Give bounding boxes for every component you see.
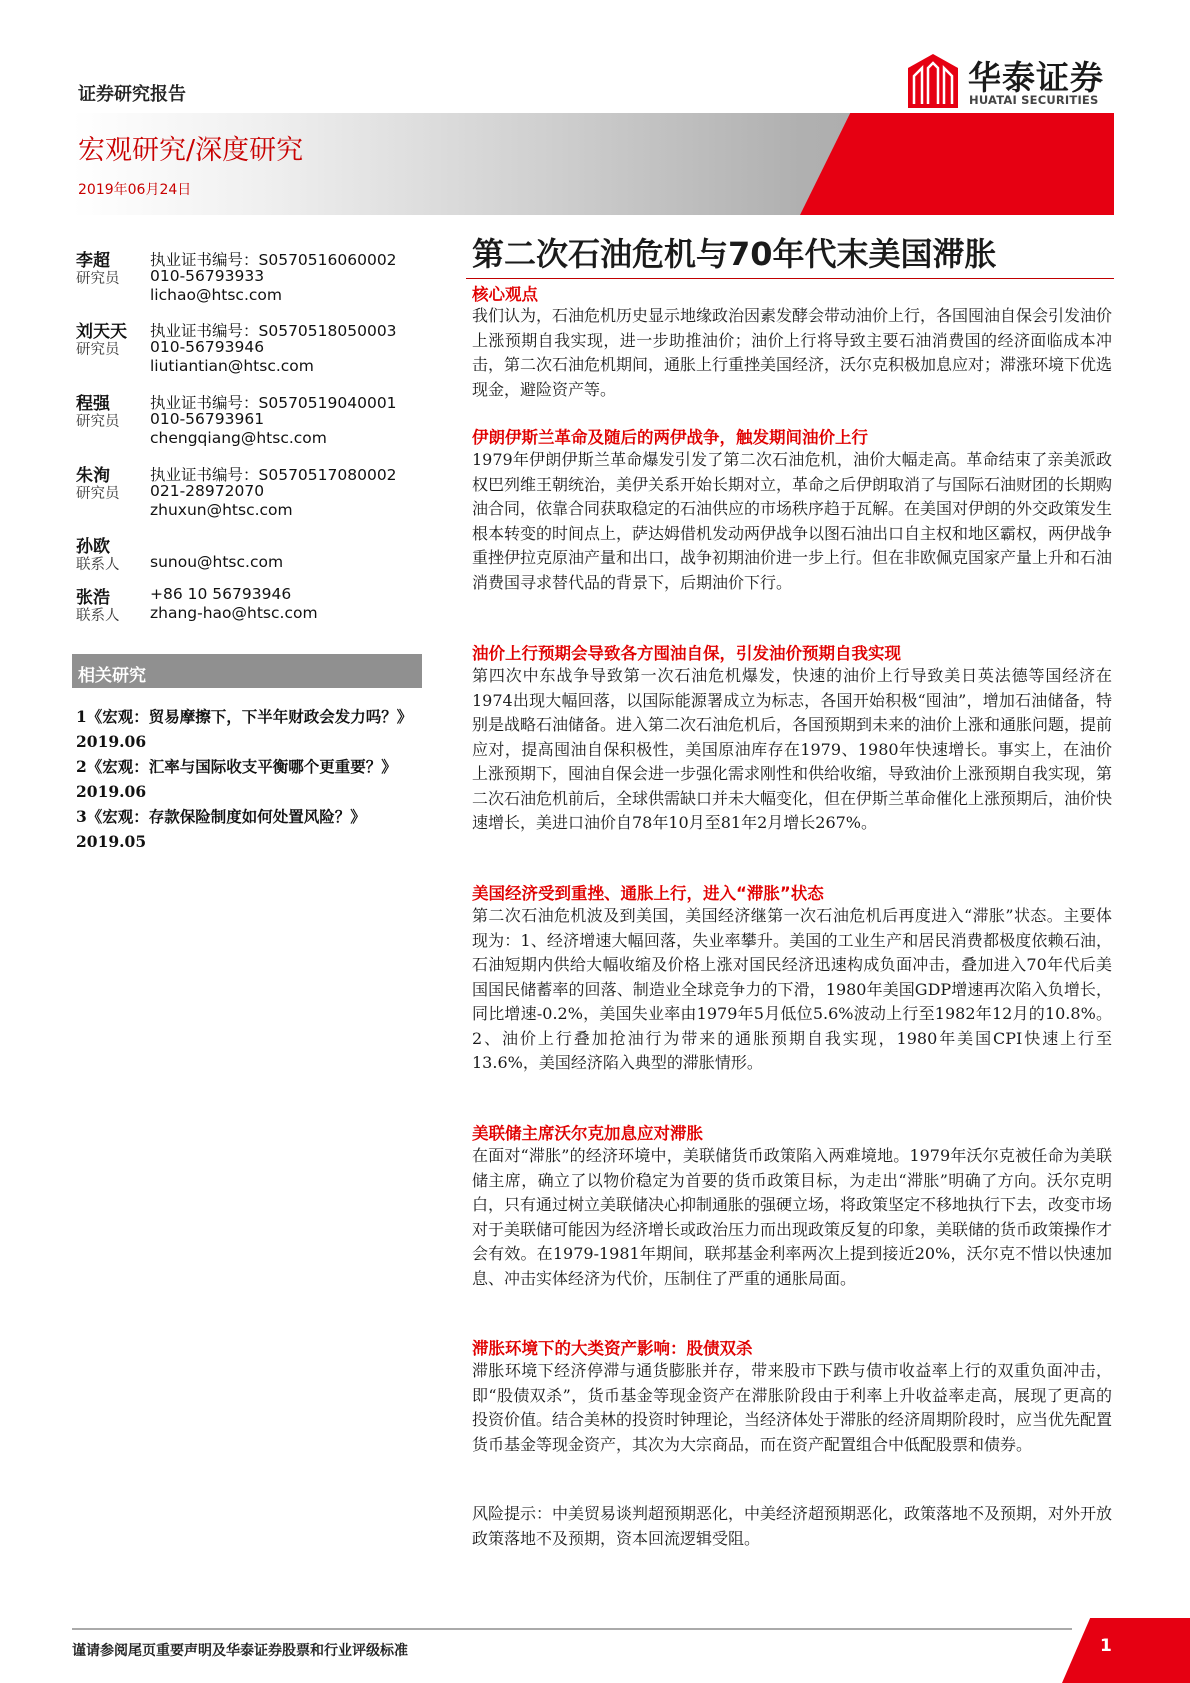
report-date: 2019年06月24日 <box>78 182 192 198</box>
author-phone: 010-56793933 <box>150 267 265 285</box>
report-category: 宏观研究/深度研究 <box>78 135 304 166</box>
logo-english-name: HUATAI SECURITIES <box>969 93 1099 107</box>
author-name: 李超 <box>76 251 110 271</box>
document-type: 证券研究报告 <box>78 84 186 105</box>
author-phone: +86 10 56793946 <box>150 585 292 603</box>
title-divider <box>466 278 1114 279</box>
section-heading: 滞胀环境下的大类资产影响：股债双杀 <box>472 1339 753 1358</box>
section-body: 我们认为，石油危机历史显示地缘政治因素发酵会带动油价上行，各国囤油自保会引发油价上涨预期自我实现，进一步助推油价；油价上行将导致主要石油消费国的经济面临成本冲击，第二次石油危机期间，通胀上行重挫美国经济，沃尔克积极加息应对；滞涨环境下优选现金，避险资产等。 <box>472 306 1113 399</box>
author-role: 研究员 <box>76 486 120 502</box>
author-email[interactable]: sunou@htsc.com <box>150 553 284 571</box>
section-heading: 核心观点 <box>472 285 538 304</box>
page-number-tab <box>1062 1618 1190 1683</box>
author-license: 执业证书编号：S0570519040001 <box>150 394 397 412</box>
section-body: 第二次石油危机波及到美国，美国经济继第一次石油危机后再度进入“滞胀”状态。主要体现为：1、经济增速大幅回落，失业率攀升。美国的工业生产和居民消费都极度依赖石油，石油短期内供给大幅收缩及价格上涨对国民经济迅速构成负面冲击，叠加进入70年代后美国国民储蓄率的回落、制造业全球竞争力的下滑，1980年美国GDP增速再次陷入负增长，同比增速-0.2%，美国失业率由1979年5月低位5.6%波动上行至1982年12月的10.8%。2、油价上行叠加抢油行为带来的通胀预期自我实现，1980年美国CPI快速上行至13.6%，美国经济陷入典型的滞胀情形。 <box>472 906 1112 1072</box>
author-license: 执业证书编号：S0570516060002 <box>150 251 397 269</box>
footer-disclaimer: 谨请参阅尾页重要声明及华泰证券股票和行业评级标准 <box>72 1643 408 1659</box>
section-body: 在面对“滞胀”的经济环境中，美联储货币政策陷入两难境地。1979年沃尔克被任命为美联储主席，确立了以物价稳定为首要的货币政策目标，为走出“滞胀”明确了方向。沃尔克明白，只有通过树立美联储决心抑制通胀的强硬立场，将政策坚定不移地执行下去，改变市场对于美联储可能因为经济增长或政治压力而出现政策反复的印象，美联储的货币政策操作才会有效。在1979-1981年期间，联邦基金利率两次上提到接近20%，沃尔克不惜以快速加息、冲击实体经济为代价，压制住了严重的通胀局面。 <box>472 1146 1113 1288</box>
related-research-title: 相关研究 <box>78 666 146 686</box>
author-email[interactable]: zhang-hao@htsc.com <box>150 604 318 622</box>
author-phone: 010-56793946 <box>150 338 265 356</box>
footer-divider <box>72 1628 1072 1630</box>
related-research-header <box>72 654 422 688</box>
author-phone: 021-28972070 <box>150 482 265 500</box>
risk-warning: 风险提示：中美贸易谈判超预期恶化，中美经济超预期恶化，政策落地不及预期，对外开放政策落地不及预期，资本回流逻辑受阻。 <box>472 1504 1113 1548</box>
author-name: 张浩 <box>76 588 110 608</box>
related-research-item[interactable]: 3《宏观：存款保险制度如何处置风险？》2019.05 <box>76 807 366 851</box>
report-title: 第二次石油危机与70年代末美国滞胀 <box>472 235 997 273</box>
section-heading: 美国经济受到重挫、通胀上行，进入“滞胀”状态 <box>472 884 824 903</box>
author-name: 刘天天 <box>76 322 127 342</box>
author-role: 研究员 <box>76 414 120 430</box>
huatai-logo-icon <box>908 54 958 108</box>
author-license: 执业证书编号：S0570518050003 <box>150 322 397 340</box>
section-heading: 美联储主席沃尔克加息应对滞胀 <box>472 1124 703 1143</box>
author-email[interactable]: lichao@htsc.com <box>150 286 282 304</box>
section-body: 滞胀环境下经济停滞与通货膨胀并存，带来股市下跌与债市收益率上行的双重负面冲击，即“股债双杀”，货币基金等现金资产在滞胀阶段由于利率上升收益率走高，展现了更高的投资价值。结合美林的投资时钟理论，当经济体处于滞胀的经济周期阶段时，应当优先配置货币基金等现金资产，其次为大宗商品，而在资产配置组合中低配股票和债券。 <box>472 1361 1113 1454</box>
page-number: 1 <box>1100 1636 1112 1656</box>
related-research-item[interactable]: 2《宏观：汇率与国际收支平衡哪个更重要？》2019.06 <box>76 757 397 801</box>
author-email[interactable]: liutiantian@htsc.com <box>150 357 314 375</box>
author-email[interactable]: chengqiang@htsc.com <box>150 429 327 447</box>
author-phone: 010-56793961 <box>150 410 265 428</box>
author-role: 研究员 <box>76 271 120 287</box>
section-body: 1979年伊朗伊斯兰革命爆发引发了第二次石油危机，油价大幅走高。革命结束了亲美派政权巴列维王朝统治，美伊关系开始长期对立，革命之后伊朗取消了与国际石油财团的长期购油合同，依靠合同获取稳定的石油供应的市场秩序趋于瓦解。在美国对伊朗的外交政策发生根本转变的时间点上，萨达姆借机发动两伊战争以图石油出口自主权和地区霸权，两伊战争重挫伊拉克原油产量和出口，战争初期油价进一步上行。但在非欧佩克国家产量上升和石油消费国寻求替代品的背景下，后期油价下行。 <box>472 450 1113 592</box>
author-role: 联系人 <box>76 608 120 624</box>
section-body: 第四次中东战争导致第一次石油危机爆发，快速的油价上行导致美日英法德等国经济在1974出现大幅回落，以国际能源署成立为标志，各国开始积极“囤油”，增加石油储备，特别是战略石油储备。进入第二次石油危机后，各国预期到未来的油价上涨和通胀问题，提前应对，提高囤油自保积极性，美国原油库存在1979、1980年快速增长。事实上，在油价上涨预期下，囤油自保会进一步强化需求刚性和供给收缩，导致油价上涨预期自我实现，第二次石油危机前后，全球供需缺口并未大幅变化，但在伊斯兰革命催化上涨预期后，油价快速增长，美进口油价自78年10月至81年2月增长267%。 <box>472 666 1113 832</box>
author-name: 孙欧 <box>76 537 110 557</box>
header-banner-accent <box>800 113 1114 215</box>
related-research-item[interactable]: 1《宏观：贸易摩擦下，下半年财政会发力吗？》2019.06 <box>76 707 413 751</box>
author-name: 朱洵 <box>76 466 110 486</box>
logo-chinese-name: 华泰证券 <box>968 58 1104 97</box>
author-role: 联系人 <box>76 557 120 573</box>
section-heading: 油价上行预期会导致各方囤油自保，引发油价预期自我实现 <box>472 644 901 663</box>
company-logo <box>908 54 1118 110</box>
author-role: 研究员 <box>76 342 120 358</box>
author-email[interactable]: zhuxun@htsc.com <box>150 501 293 519</box>
section-heading: 伊朗伊斯兰革命及随后的两伊战争，触发期间油价上行 <box>472 428 868 447</box>
author-license: 执业证书编号：S0570517080002 <box>150 466 397 484</box>
author-name: 程强 <box>76 394 110 414</box>
